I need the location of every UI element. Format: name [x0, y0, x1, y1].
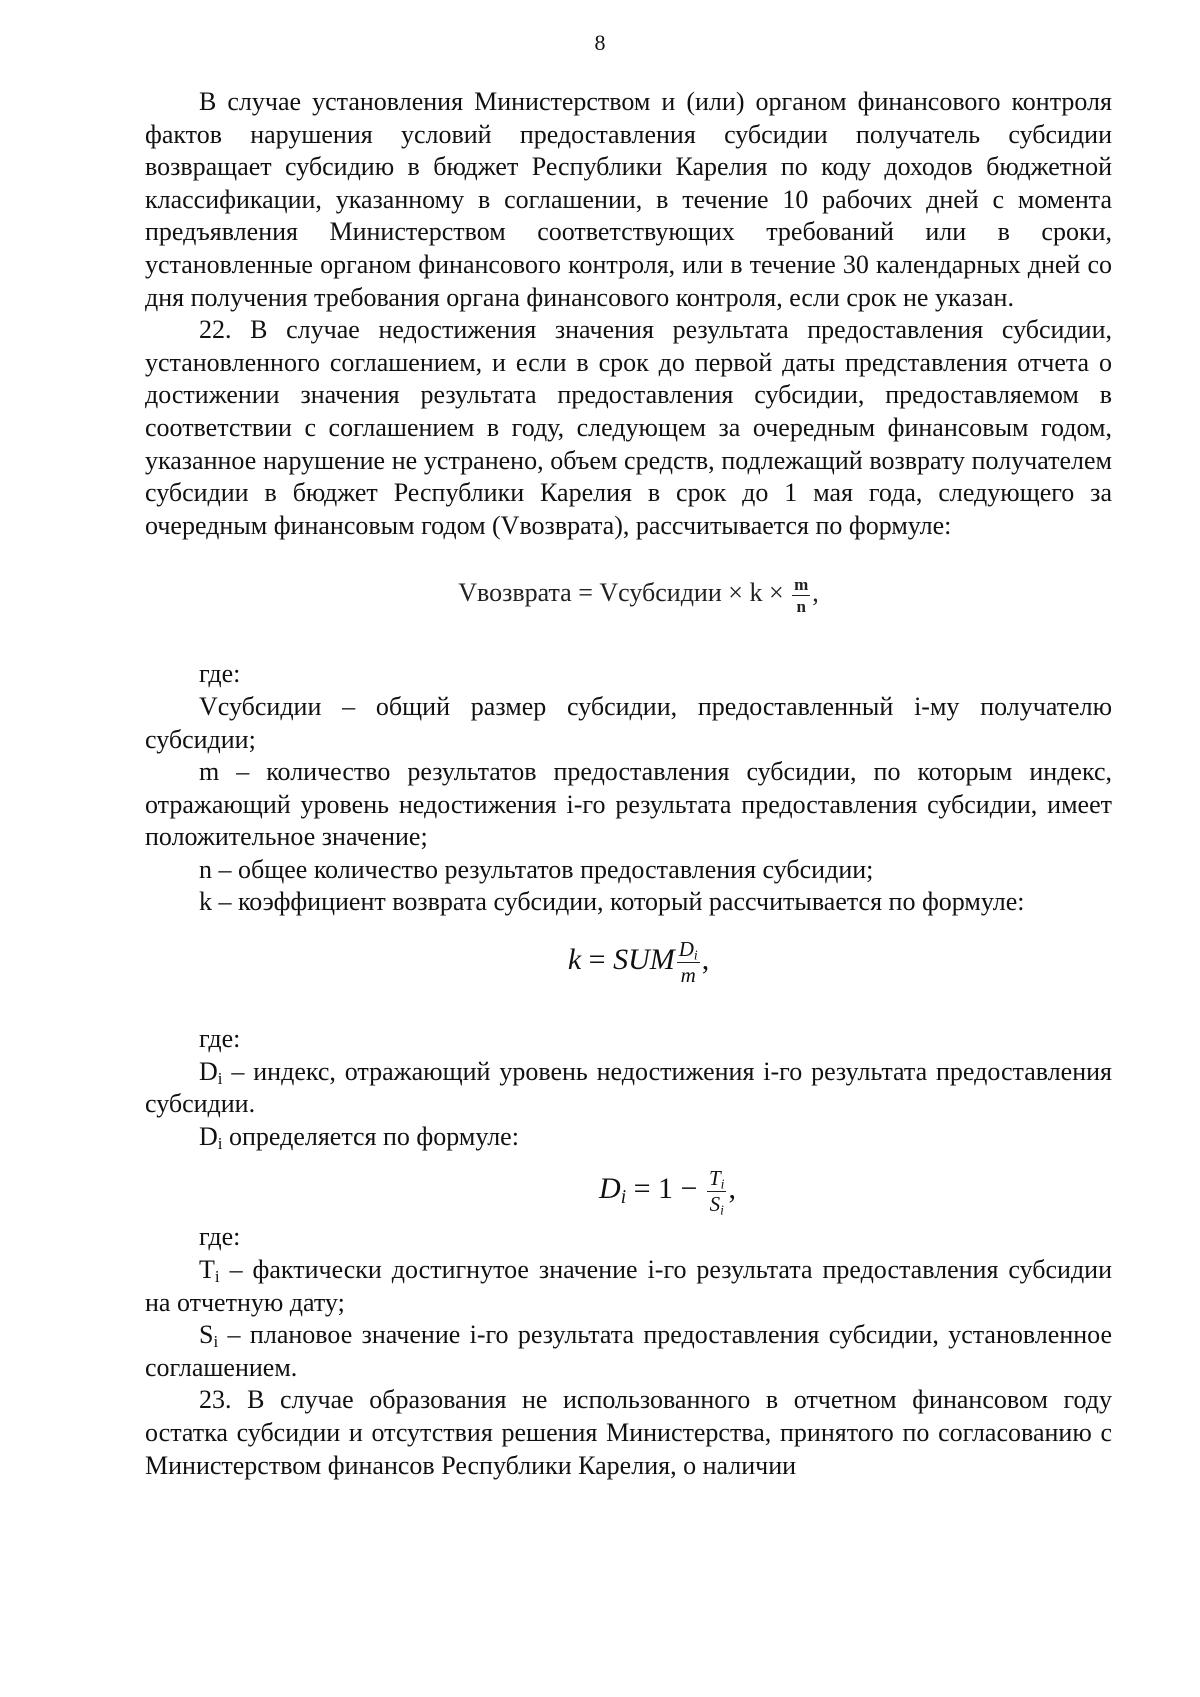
formula-k — [145, 927, 1112, 993]
formula-d-fraction — [707, 1166, 726, 1218]
formula-vreturn-denominator: n — [796, 596, 806, 616]
where-label-3: где: — [199, 1222, 241, 1252]
definition-si — [145, 1319, 1112, 1384]
formula-vreturn-numerator: m — [794, 574, 809, 594]
paragraph-23: 23. В случае образования не использованного в отчетном финансовом году остатка субсидии и отсутствия решения Министерства, принятого по согласованию с Министерством финансов Республики Карелия, о наличии — [145, 1385, 1112, 1480]
formula-k-denominator: m — [680, 962, 696, 987]
di-formula-intro — [145, 1121, 1112, 1154]
definition-m: m – количество результатов предоставления субсидии, по которым индекс, отражающий уровень недостижения i-го результата предоставления субсидии, имеет положительное значение; — [145, 757, 1112, 852]
formula-d-minus: − — [673, 1172, 705, 1206]
di-formula-intro-text: определяется по формуле: — [222, 1121, 519, 1151]
definition-si-letter: S — [199, 1320, 214, 1350]
formula-d-one: 1 — [658, 1172, 674, 1206]
formula-k-fraction — [677, 936, 700, 987]
definition-vsubsidy: Vсубсидии – общий размер субсидии, предоставленный i-му получателю субсидии; — [145, 691, 1112, 754]
definition-di — [145, 1056, 1112, 1121]
page-number: 8 — [594, 30, 606, 55]
formula-d-numerator-sub: i — [720, 1176, 725, 1192]
definition-ti-text: – фактически достигнутое значение i-го результата предоставления субсидии на отчетную дату; — [145, 1255, 1112, 1317]
formula-vreturn-term2: k — [749, 578, 763, 608]
paragraph-refund-violation: В случае установления Министерством и (или) органом финансового контроля фактов нарушения условий предоставления субсидии получатель субсидии возвращает субсидию в бюджет Республики Карелия по коду доходов бюджетной классификации, указанному в соглашении, в течение 10 рабочих дней с момента предъявления Министерством соответствующих требований или в сроки, установленные органом финансового контроля, или в течение 30 календарных дней со дня получения требования органа финансового контроля, если срок не указан. — [145, 87, 1112, 312]
formula-d-denominator-sub: i — [720, 1202, 724, 1218]
formula-k-eq: = — [581, 943, 614, 977]
formula-vreturn-lhs: Vвозврата — [458, 578, 572, 608]
definition-k: k – коэффициент возврата субсидии, который рассчитывается по формуле: — [199, 887, 1025, 917]
formula-d-numerator — [707, 1168, 726, 1192]
formula-vreturn-fraction — [792, 576, 810, 615]
formula-d-tail: , — [728, 1172, 736, 1206]
formula-vreturn-eq: = — [571, 578, 600, 608]
di-formula-intro-letter: D — [199, 1121, 218, 1151]
formula-k-numerator-letter: D — [678, 936, 694, 961]
definition-di-text: – индекс, отражающий уровень недостижения i-го результата предоставления субсидии. — [145, 1056, 1112, 1119]
definition-di-sub: i — [217, 1068, 223, 1088]
definition-ti-sub: i — [214, 1267, 220, 1287]
formula-d-lhs-sub: i — [620, 1187, 627, 1209]
formula-vreturn-tail: , — [812, 578, 819, 608]
formula-vreturn-term1: Vсубсидии — [599, 578, 722, 608]
paragraph-22: 22. В случае недостижения значения результата предоставления субсидии, установленного соглашением, и если в срок до первой даты представления отчета о достижении значения результата предоставления субсидии, предоставляемом в соответствии с соглашением в году, следующем за очередным финансовым годом, указанное нарушение не устранено, объем средств, подлежащий возврату получателем субсидии в бюджет Республики Карелия в срок до 1 мая года, следующего за очередным финансовым годом (Vвозврата), рассчитывается по формуле: — [145, 315, 1112, 540]
definition-n: n – общее количество результатов предоставления субсидии; — [199, 854, 874, 884]
di-formula-intro-sub: i — [217, 1134, 223, 1154]
document-body — [145, 86, 1112, 1482]
formula-k-fn: SUM — [613, 943, 675, 977]
formula-vreturn — [145, 564, 1112, 622]
formula-k-lhs: k — [567, 943, 582, 977]
formula-vreturn-times1: × — [721, 578, 750, 608]
definition-ti — [145, 1254, 1112, 1319]
formula-d-denominator — [707, 1192, 726, 1218]
formula-d — [145, 1159, 1112, 1219]
definition-di-letter: D — [199, 1056, 218, 1086]
formula-k-numerator-sub: i — [693, 947, 698, 963]
formula-d-lhs-letter: D — [599, 1172, 621, 1206]
formula-d-denominator-letter: S — [709, 1192, 721, 1217]
formula-d-numerator-letter: T — [708, 1166, 721, 1191]
definition-si-sub: i — [213, 1332, 219, 1352]
formula-d-eq: = — [626, 1172, 659, 1206]
formula-k-tail: , — [701, 943, 710, 977]
where-label-1: где: — [199, 659, 241, 689]
formula-vreturn-times2: × — [762, 578, 791, 608]
definition-ti-letter: T — [199, 1255, 215, 1285]
where-label-2: где: — [199, 1024, 241, 1054]
formula-k-numerator — [677, 936, 700, 963]
definition-si-text: – плановое значение i-го результата предоставления субсидии, установленное соглашением. — [145, 1320, 1112, 1382]
